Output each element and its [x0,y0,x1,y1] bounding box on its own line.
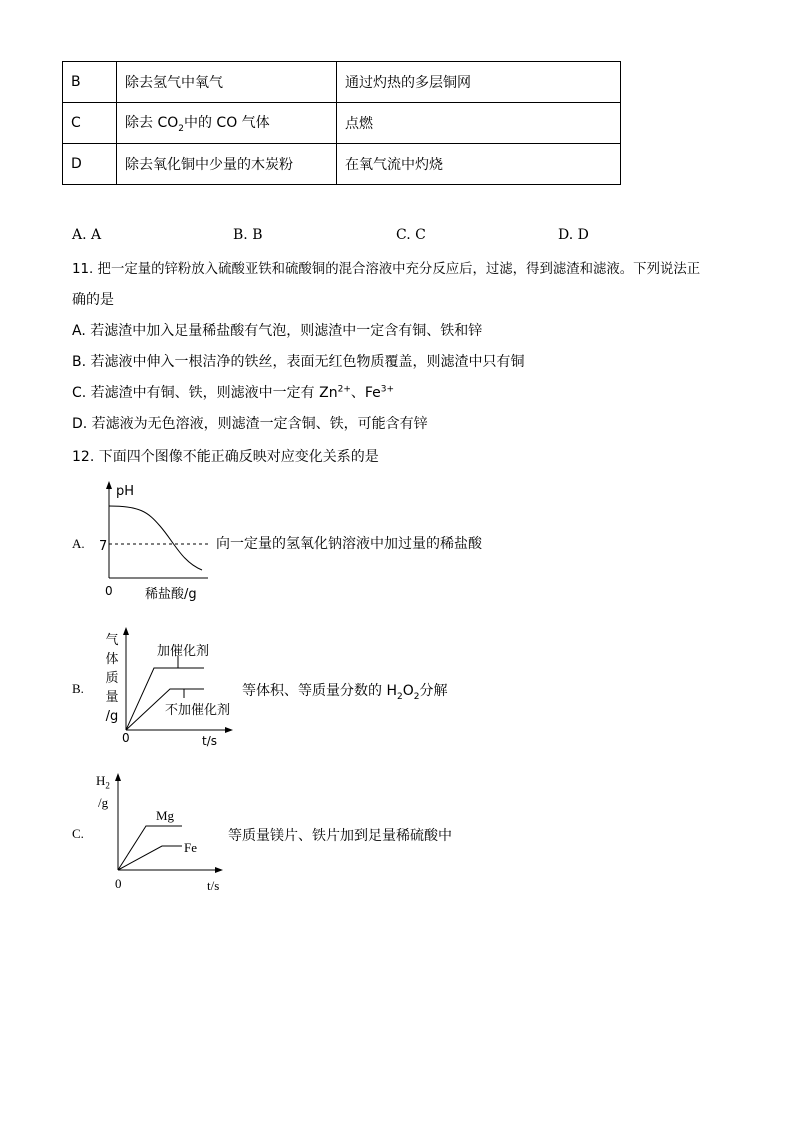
q11-option-a: A. 若滤渣中加入足量稀盐酸有气泡，则滤渣中一定含有铜、铁和锌 [72,323,483,339]
x-axis-arrow [215,867,223,873]
y-axis-char: 量 [105,690,119,705]
no-catalyst-label: 不加催化剂 [165,703,231,718]
desc-text: 等体积、等质量分数的 H [242,683,397,699]
purpose-text: 中的 CO 气体 [183,115,270,132]
row-purpose [117,103,337,144]
mg-line [118,826,182,870]
x-axis-label: t/s [207,878,220,893]
origin-label: 0 [122,731,130,745]
graph-c-hydrogen-chart [110,770,230,895]
q11-stem-line1: 11. 把一定量的锌粉放入硫酸亚铁和硫酸铜的混合溶液中充分反应后，过滤，得到滤渣和滤液。下列说法正 [72,262,701,277]
graph-a-ph-curve [90,478,220,603]
row-letter: C [63,103,117,144]
y-axis-arrow [115,773,121,781]
q11-stem-line2: 确的是 [72,292,114,308]
y-tick-7: 7 [99,539,108,554]
purpose-text: 除去 CO [125,115,179,132]
graph-a-desc: 向一定量的氢氧化钠溶液中加过量的稀盐酸 [216,536,482,552]
desc-text: 分解 [419,683,448,699]
y-axis-char: 气 [105,633,119,648]
graph-c-desc: 等质量镁片、铁片加到足量稀硫酸中 [228,828,452,844]
graph-a-label: A. [72,536,85,551]
choice-b: B. B [233,227,263,243]
table-row [63,62,621,103]
q11-option-d: D. 若滤液为无色溶液，则滤渣一定含铜、铁，可能含有锌 [72,416,428,432]
superscript: 3+ [380,384,395,395]
y-axis-label: pH [116,484,135,499]
table-row [63,144,621,185]
y-axis-arrow [106,481,112,489]
choice-d: D. D [558,227,589,243]
row-method: 点燃 [337,103,621,144]
fe-line [118,846,182,870]
q11-option-b: B. 若滤液中伸入一根洁净的铁丝，表面无红色物质覆盖，则滤渣中只有铜 [72,354,525,370]
ph-curve [109,506,202,570]
origin-label: 0 [105,584,113,598]
y-axis-text: H [96,773,106,788]
q11-option-c [72,382,394,402]
option-text: 、Fe [350,385,381,401]
graph-b-label: B. [72,681,84,696]
row-purpose: 除去氧化铜中少量的木炭粉 [117,144,337,185]
graph-c-label: C. [72,826,84,841]
origin-label: 0 [115,876,122,891]
graph-b-desc [242,680,447,702]
table-row [63,103,621,144]
x-axis-label: t/s [202,734,217,748]
x-axis-label: 稀盐酸/g [145,587,197,602]
choice-a: A. A [72,227,102,243]
choice-c: C. C [396,227,426,243]
subscript: 2 [178,123,184,134]
subscript: 2 [105,780,110,791]
subscript: 2 [413,691,420,702]
row-letter: B [63,62,117,103]
superscript: 2+ [337,384,351,395]
fe-label: Fe [184,840,197,855]
row-method: 在氧气流中灼烧 [337,144,621,185]
x-axis-arrow [225,727,233,733]
row-purpose: 除去氢气中氧气 [117,62,337,103]
subscript: 2 [396,691,403,702]
desc-text: O [402,683,414,699]
catalyst-label: 加催化剂 [157,644,210,659]
mg-label: Mg [156,808,175,823]
options-table [62,61,621,185]
graph-c-y-axis-label [96,773,110,791]
y-axis-arrow [123,627,129,635]
graph-c-y-axis-unit: /g [98,795,109,810]
y-axis-char: /g [105,709,119,724]
row-method: 通过灼热的多层铜网 [337,62,621,103]
option-text: C. 若滤渣中有铜、铁，则滤液中一定有 Zn [72,385,338,401]
q12-stem: 12. 下面四个图像不能正确反映对应变化关系的是 [72,449,379,465]
y-axis-char: 质 [105,671,119,686]
row-letter: D [63,144,117,185]
y-axis-char: 体 [105,652,119,667]
